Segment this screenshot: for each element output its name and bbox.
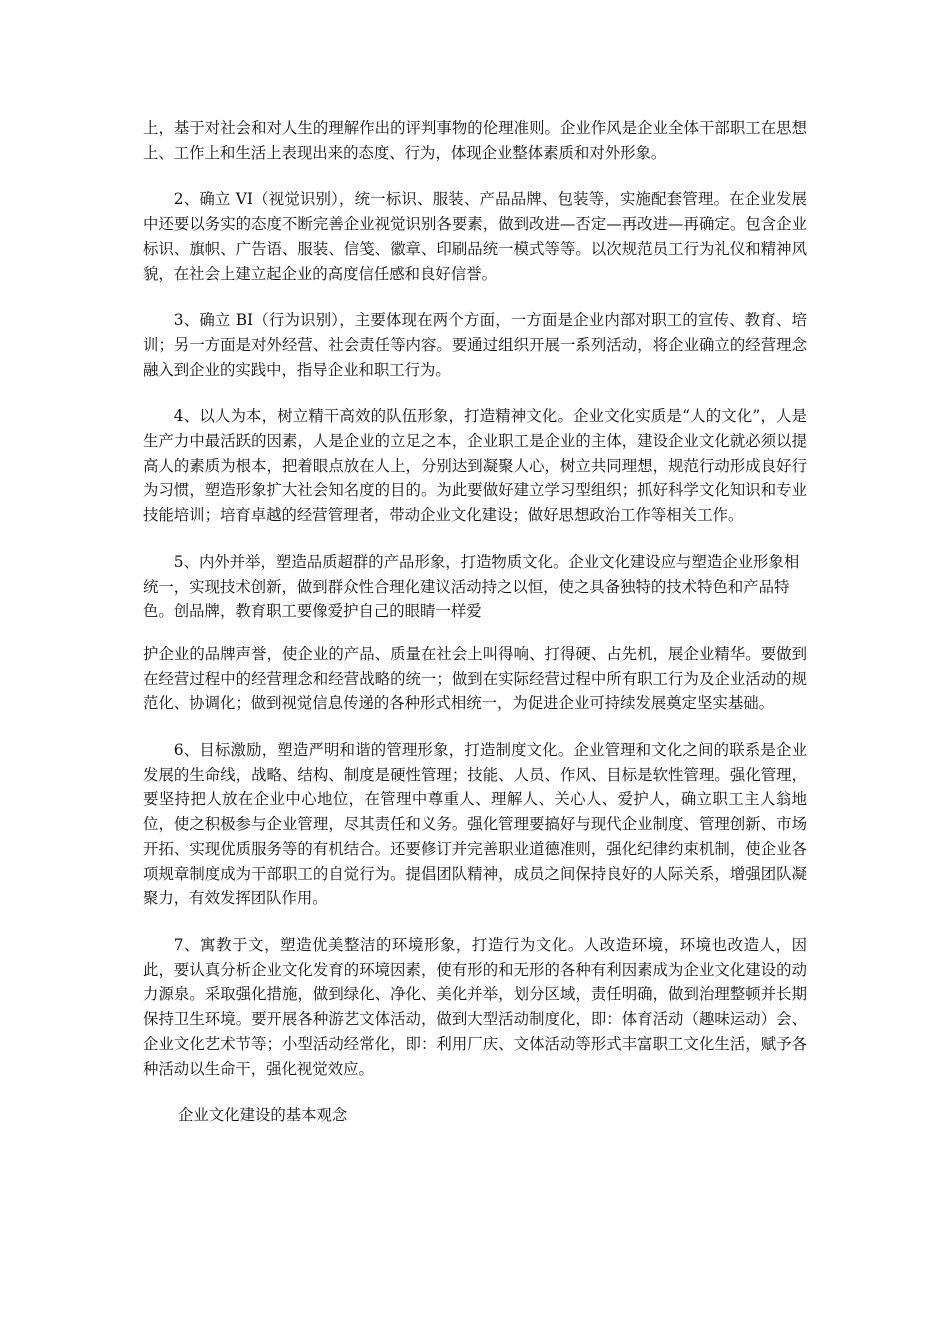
paragraph-continued-ethics: 上，基于对社会和对人生的理解作出的评判事物的伦理准则。企业作风是企业全体干部职工在思想上、工作上和生活上表现出来的态度、行为，体现企业整体素质和对外形象。 (143, 119, 807, 162)
paragraph-product: 5、内外并举，塑造品质超群的产品形象，打造物质文化。企业文化建设应与塑造企业形象相统一，实现技术创新，做到群众性合理化建议活动持之以恒，使之具备独特的技术特色和产品特色。创品牌，教育职工要像爱护自己的眼睛一样爱 (143, 552, 800, 621)
document-page (143, 116, 807, 1128)
section-heading: 企业文化建设的基本观念 (178, 1106, 348, 1125)
paragraph-vi: 2、确立 VI（视觉识别），统一标识、服装、产品品牌、包装等，实施配套管理。在企业发展中还要以务实的态度不断完善企业视觉识别各要素，做到改进—否定—再改进—再确定。包含企业标识、旗帜、广告语、服装、信笺、徽章、印刷品统一模式等等。以次规范员工行为礼仪和精神风貌，在社会上建立起企业的高度信任感和良好信誉。 (143, 190, 807, 283)
paragraph-bi: 3、确立 BI（行为识别），主要体现在两个方面，一方面是企业内部对职工的宣传、教育、培训；另一方面是对外经营、社会责任等内容。要通过组织开展一系列活动，将企业确立的经营理念融入到企业的实践中，指导企业和职工行为。 (143, 311, 807, 379)
paragraph-management: 6、目标激励，塑造严明和谐的管理形象，打造制度文化。企业管理和文化之间的联系是企业发展的生命线，战略、结构、制度是硬性管理；技能、人员、作风、目标是软性管理。强化管理，要坚持把人放在企业中心地位，在管理中尊重人、理解人、关心人、爱护人，确立职工主人翁地位，使之积极参与企业管理，尽其责任和义务。强化管理要搞好与现代企业制度、管理创新、市场开拓、实现优质服务等的有机结合。还要修订并完善职业道德准则，强化纪律约束机制，使企业各项规章制度成为干部职工的自觉行为。提倡团队精神，成员之间保持良好的人际关系，增强团队凝聚力，有效发挥团队作用。 (143, 741, 807, 908)
paragraph-environment: 7、寓教于文，塑造优美整洁的环境形象，打造行为文化。人改造环境，环境也改造人，因此，要认真分析企业文化发育的环境因素，使有形的和无形的各种有利因素成为企业文化建设的动力源泉。采取强化措施，做到绿化、净化、美化并举，划分区域，责任明确，做到治理整顿并长期保持卫生环境。要开展各种游艺文体活动，做到大型活动制度化，即：体育活动（趣味运动）会、企业文化艺术节等；小型活动经常化，即：利用厂庆、文体活动等形式丰富职工文化生活，赋予各种活动以生命干，强化视觉效应。 (143, 935, 807, 1078)
paragraph-people: 4、以人为本，树立精干高效的队伍形象，打造精神文化。企业文化实质是“人的文化”，人是生产力中最活跃的因素，人是企业的立足之本，企业职工是企业的主体，建设企业文化就必须以提高人的素质为根本，把着眼点放在人上，分别达到凝聚人心，树立共同理想，规范行动形成良好行为习惯，塑造形象扩大社会知名度的目的。为此要做好建立学习型组织；抓好科学文化知识和专业技能培训；培育卓越的经营管理者，带动企业文化建设；做好思想政治工作等相关工作。 (143, 407, 807, 525)
paragraph-brand: 护企业的品牌声誉，使企业的产品、质量在社会上叫得响、打得硬、占先机，展企业精华。要做到在经营过程中的经营理念和经营战略的统一；做到在实际经营过程中所有职工行为及企业活动的规范化、协调化；做到视觉信息传递的各种形式相统一，为促进企业可持续发展奠定坚实基础。 (143, 644, 807, 713)
